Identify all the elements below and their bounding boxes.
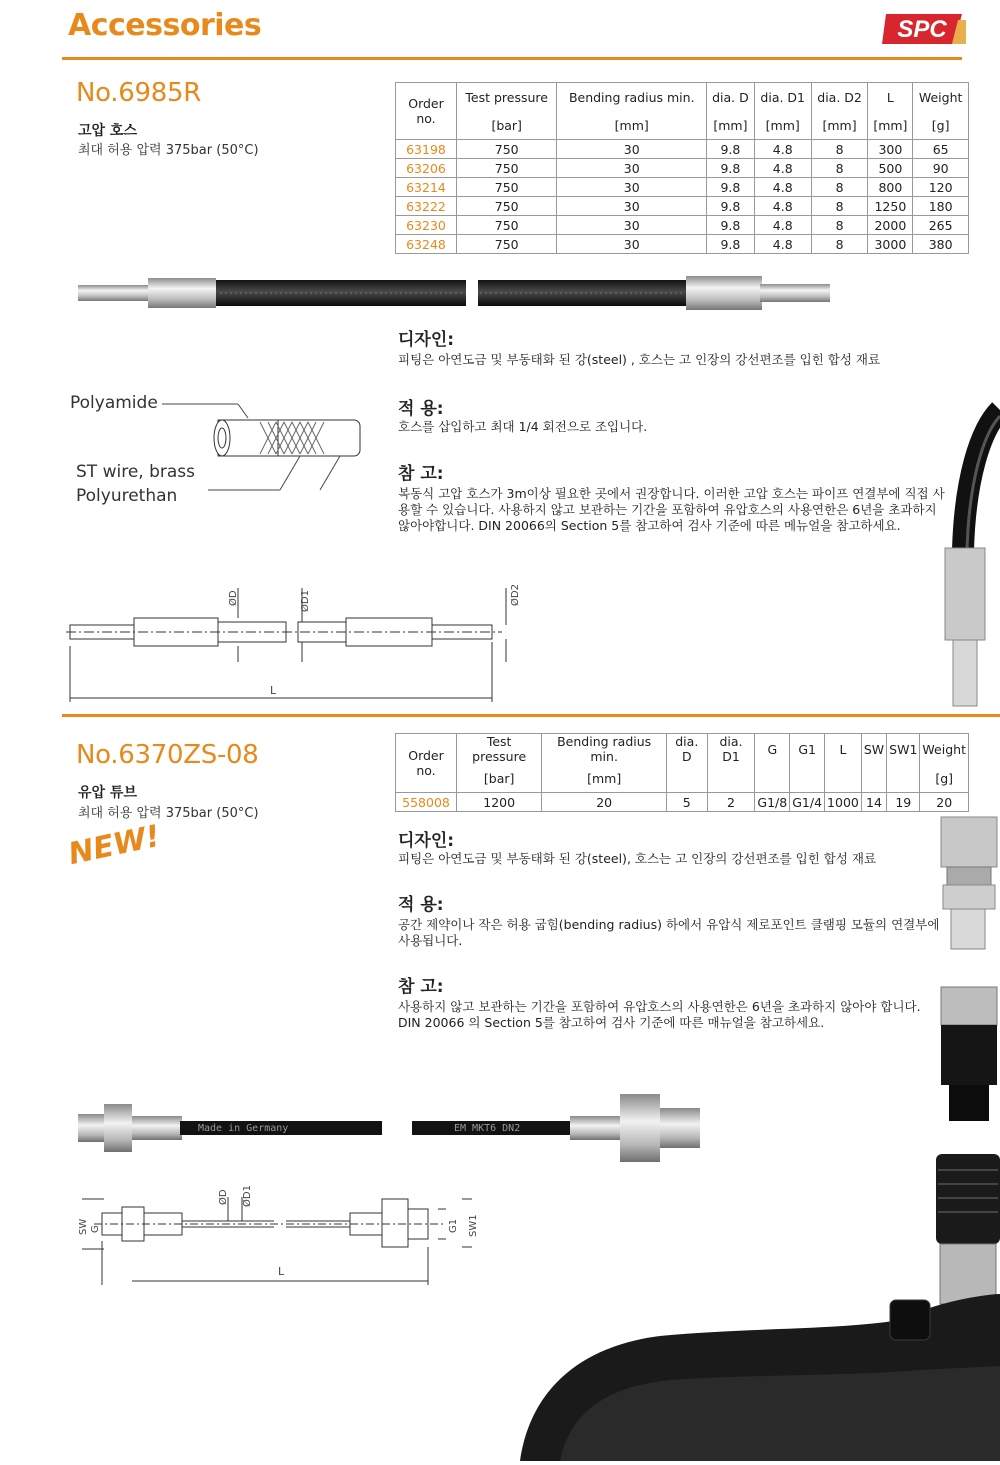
hose-cross-section-diagram [160, 390, 380, 504]
spc-logo [882, 10, 966, 48]
table-cell: 800 [868, 178, 913, 197]
order-no-header: Order no. [396, 83, 457, 140]
table-cell: 2000 [868, 216, 913, 235]
table-cell: 2 [707, 793, 755, 812]
order-no-header: Order no. [396, 734, 457, 793]
table-cell: 750 [457, 140, 557, 159]
table-cell: 4.8 [754, 216, 811, 235]
column-header: Test pressure [457, 734, 542, 765]
table-cell: 20 [920, 793, 969, 812]
dim-d2: ØD2 [510, 584, 521, 606]
product1-design-text: 피팅은 아연도금 및 부동태화 된 강(steel) , 호스는 고 인장의 강선편조를 입힌 합성 재료 [398, 352, 881, 367]
table-cell: 4.8 [754, 140, 811, 159]
dim-d: ØD [228, 590, 239, 606]
hose-6370zs-dimension-drawing [74, 1175, 494, 1294]
column-header: Test pressure [457, 83, 557, 112]
table-cell: 14 [861, 793, 886, 812]
table-cell: 750 [457, 197, 557, 216]
column-unit: [mm] [542, 764, 667, 793]
table-cell: 4.8 [754, 235, 811, 254]
column-header: L [868, 83, 913, 112]
column-header: Weight [913, 83, 969, 112]
table-row [396, 140, 969, 159]
table-cell: 380 [913, 235, 969, 254]
table-cell: 4.8 [754, 197, 811, 216]
order-number-cell: 63198 [396, 140, 457, 159]
column-unit: [mm] [707, 111, 755, 140]
hose-print-2: EM MKT6 DN2 [454, 1123, 521, 1134]
column-header: dia. D [707, 83, 755, 112]
svg-text:SPC: SPC [897, 16, 947, 43]
product2-design-text: 피팅은 아연도금 및 부동태화 된 강(steel), 호스는 고 인장의 강선편조를 입힌 합성 재료 [398, 851, 877, 866]
hose-curved-photo [925, 400, 1000, 724]
column-header: dia. D1 [754, 83, 811, 112]
section-divider [62, 714, 1000, 717]
product1-note-heading: 참 고: [398, 464, 444, 484]
order-number-cell: 63206 [396, 159, 457, 178]
table-cell: 750 [457, 159, 557, 178]
product2-apply-heading: 적 용: [398, 895, 444, 915]
order-number-cell: 63214 [396, 178, 457, 197]
table-cell: G1/8 [755, 793, 790, 812]
product1-apply-heading: 적 용: [398, 399, 444, 419]
table-cell: 1250 [868, 197, 913, 216]
column-unit [667, 764, 708, 793]
product1-spec-table [395, 82, 969, 254]
table-cell: 750 [457, 178, 557, 197]
table-cell: 8 [811, 216, 868, 235]
new-badge: NEW! [65, 818, 164, 873]
column-header: Bending radius min. [542, 734, 667, 765]
product1-code: No.6985R [76, 78, 201, 108]
table-cell: 300 [868, 140, 913, 159]
clamping-module-photo [520, 1290, 1000, 1465]
product2-spec: 최대 허용 압력 375bar (50°C) [78, 806, 259, 821]
table-row [396, 793, 969, 812]
table-cell: 8 [811, 140, 868, 159]
column-unit [887, 764, 920, 793]
table-cell: 30 [557, 178, 707, 197]
table-cell: 30 [557, 197, 707, 216]
column-unit: [mm] [811, 111, 868, 140]
order-number-cell: 63230 [396, 216, 457, 235]
table-cell: 3000 [868, 235, 913, 254]
table-cell: 8 [811, 235, 868, 254]
order-number-cell: 63222 [396, 197, 457, 216]
table-cell: 1000 [825, 793, 862, 812]
product1-spec: 최대 허용 압력 375bar (50°C) [78, 143, 259, 158]
column-header: SW1 [887, 734, 920, 765]
table-cell: 5 [667, 793, 708, 812]
table-row [396, 216, 969, 235]
dim-g: G [90, 1225, 101, 1233]
order-number-cell: 63248 [396, 235, 457, 254]
column-unit [755, 764, 790, 793]
column-unit: [mm] [754, 111, 811, 140]
table-cell: 30 [557, 216, 707, 235]
column-header: SW [861, 734, 886, 765]
title-rule [62, 57, 962, 60]
table-cell: 65 [913, 140, 969, 159]
table-cell: 750 [457, 216, 557, 235]
product1-note-line3: 않아야합니다. DIN 20066의 Section 5를 참고하여 검사 기준에 따른 메뉴얼을 참고하세요. [398, 518, 901, 533]
product2-note-line2: DIN 20066 의 Section 5를 참고하여 검사 기준에 따른 매뉴얼을 참고하세요. [398, 1015, 825, 1030]
table-cell: 9.8 [707, 140, 755, 159]
product1-note-line1: 복동식 고압 호스가 3m이상 필요한 곳에서 권장합니다. 이러한 고압 호스는 파이프 연결부에 직접 사 [398, 486, 945, 501]
table-cell: 180 [913, 197, 969, 216]
product2-apply-line1: 공간 제약이나 작은 허용 굽힘(bending radius) 하에서 유압식 제로포인트 클램핑 모듈의 연결부에 [398, 917, 940, 932]
product1-apply-text: 호스를 삽입하고 최대 1/4 회전으로 조입니다. [398, 419, 648, 434]
product1-name: 고압 호스 [78, 123, 137, 139]
product2-note-line1: 사용하지 않고 보관하는 기간을 포함하여 유압호스의 사용연한은 6년을 초과하지 않아야 합니다. [398, 999, 921, 1014]
order-number-cell: 558008 [396, 793, 457, 812]
fitting-photos [935, 815, 1000, 1149]
hose-6985r-photo [70, 268, 840, 322]
product2-spec-table [395, 733, 969, 812]
layer-label-st-wire: ST wire, brass [76, 462, 195, 482]
column-unit: [g] [913, 111, 969, 140]
dim-od1: ØD1 [242, 1185, 253, 1207]
dim-l: L [278, 1265, 285, 1278]
table-cell: 9.8 [707, 235, 755, 254]
column-unit [825, 764, 862, 793]
table-cell: 8 [811, 159, 868, 178]
table-cell: 90 [913, 159, 969, 178]
product2-name: 유압 튜브 [78, 785, 137, 801]
dim-sw: SW [78, 1218, 89, 1235]
table-cell: 8 [811, 178, 868, 197]
column-header: Weight [920, 734, 969, 765]
column-header: L [825, 734, 862, 765]
table-cell: 19 [887, 793, 920, 812]
table-cell: G1/4 [790, 793, 825, 812]
column-unit: [mm] [557, 111, 707, 140]
column-unit: [mm] [868, 111, 913, 140]
column-header: G1 [790, 734, 825, 765]
table-row [396, 159, 969, 178]
table-cell: 9.8 [707, 216, 755, 235]
column-unit [861, 764, 886, 793]
table-cell: 9.8 [707, 159, 755, 178]
hose-print-1: Made in Germany [198, 1123, 289, 1134]
table-cell: 4.8 [754, 178, 811, 197]
table-cell: 265 [913, 216, 969, 235]
column-header: dia. D1 [707, 734, 755, 765]
table-row [396, 178, 969, 197]
dim-l: L [270, 684, 277, 697]
table-cell: 1200 [457, 793, 542, 812]
table-cell: 8 [811, 197, 868, 216]
column-unit [790, 764, 825, 793]
dim-od: ØD [218, 1189, 229, 1205]
product2-note-heading: 참 고: [398, 977, 444, 997]
table-cell: 30 [557, 235, 707, 254]
table-cell: 4.8 [754, 159, 811, 178]
table-cell: 500 [868, 159, 913, 178]
table-row [396, 235, 969, 254]
product2-design-heading: 디자인: [398, 831, 455, 851]
dim-sw1: SW1 [468, 1214, 479, 1237]
table-cell: 30 [557, 140, 707, 159]
layer-label-polyurethan: Polyurethan [76, 486, 178, 506]
dim-g1: G1 [448, 1218, 459, 1233]
table-cell: 20 [542, 793, 667, 812]
product1-design-heading: 디자인: [398, 330, 455, 350]
product2-code: No.6370ZS-08 [76, 740, 259, 770]
table-cell: 120 [913, 178, 969, 197]
column-header: dia. D [667, 734, 708, 765]
column-unit: [g] [920, 764, 969, 793]
column-unit [707, 764, 755, 793]
table-cell: 750 [457, 235, 557, 254]
page-title: Accessories [68, 8, 262, 43]
hose-6985r-dimension-drawing [62, 582, 542, 716]
hose-6370zs-photo [74, 1088, 714, 1172]
dim-d1: ØD1 [300, 590, 311, 612]
column-unit: [bar] [457, 111, 557, 140]
layer-label-polyamide: Polyamide [70, 393, 158, 413]
table-row [396, 197, 969, 216]
column-header: Bending radius min. [557, 83, 707, 112]
column-header: G [755, 734, 790, 765]
table-cell: 30 [557, 159, 707, 178]
column-unit: [bar] [457, 764, 542, 793]
product2-apply-line2: 사용됩니다. [398, 933, 463, 948]
table-cell: 9.8 [707, 178, 755, 197]
table-cell: 9.8 [707, 197, 755, 216]
product1-note-line2: 용할 수 있습니다. 사용하지 않고 보관하는 기간을 포함하여 유압호스의 사용연한은 6년을 초과하지 [398, 502, 937, 517]
column-header: dia. D2 [811, 83, 868, 112]
